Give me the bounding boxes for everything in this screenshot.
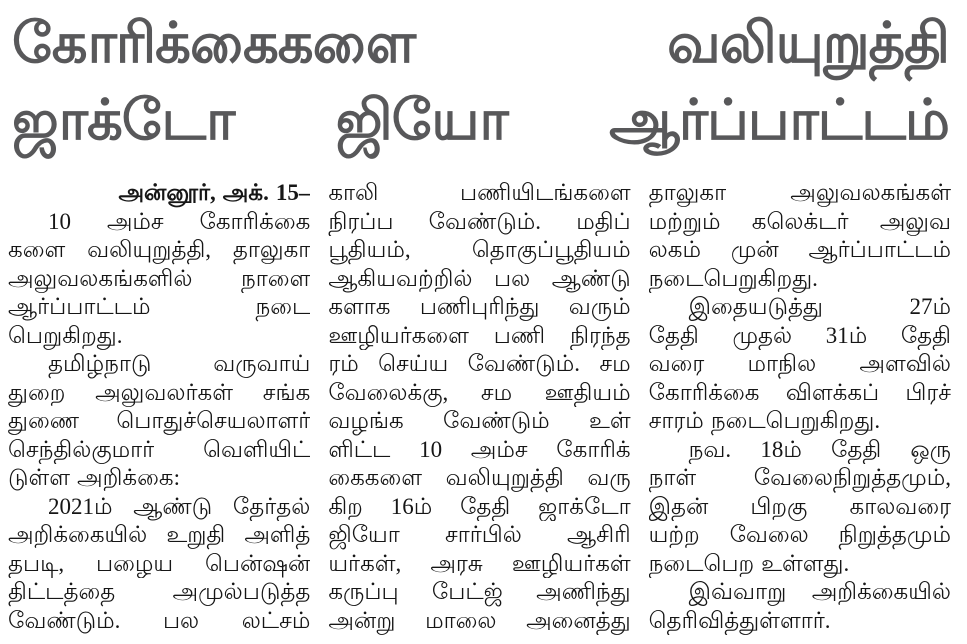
word: லகம் (648, 237, 701, 262)
word: நடை (255, 294, 311, 319)
article-line (649, 436, 951, 465)
article-column-1 (8, 179, 310, 635)
word: வேண்டும். (428, 208, 542, 234)
word: இவ்வாறு (688, 579, 787, 604)
word: இதையடுத்து (688, 294, 823, 319)
article-line (8, 379, 310, 408)
word: ஆண்டு (551, 265, 631, 291)
word: துறை (8, 379, 66, 405)
word: தேதி (460, 493, 511, 519)
article-line (8, 322, 310, 351)
word: செய்ய (378, 351, 449, 376)
article-line (8, 578, 310, 607)
word: களாக (328, 294, 391, 319)
word: காலவரை (849, 493, 951, 519)
word: தாலுகா (648, 180, 727, 205)
word: உள்ளது. (761, 550, 850, 576)
word: பழைய (96, 550, 174, 576)
article-line (328, 236, 630, 265)
word: அளித் (244, 522, 311, 547)
headline-line-2 (12, 81, 949, 158)
word: அமுல்படுத்த (172, 579, 311, 604)
word: வரு (587, 465, 631, 490)
word: ஆர்ப்பாட்டம் (8, 294, 151, 319)
word: சம (599, 351, 631, 376)
word: அளவில் (859, 351, 951, 376)
article-line (328, 493, 630, 522)
headline-word: வலியுறுத்தி (667, 11, 949, 74)
article-line (328, 550, 630, 579)
word: முன் (730, 237, 779, 262)
word: பணி (493, 322, 546, 348)
word: தேதி (648, 322, 699, 348)
article-line (328, 322, 630, 351)
word: உறுதி (166, 522, 226, 547)
word: ஜியோ (328, 522, 400, 547)
word: செந்தில்குமார் (8, 436, 155, 462)
word: பிறகு (750, 493, 808, 519)
word: சங்க (262, 379, 311, 405)
article-line (649, 293, 951, 322)
article-line (8, 550, 310, 579)
word: திட்டத்தை (8, 579, 116, 604)
word: வழங்க (328, 408, 404, 433)
word: நிரப்ப (328, 208, 394, 234)
word: களை (8, 237, 66, 262)
word: மாலை (425, 607, 497, 633)
word: உள் (589, 408, 631, 433)
headline-word: ஜியோ (335, 88, 508, 151)
article-line (328, 407, 630, 436)
article-line (649, 208, 951, 237)
article-line (328, 607, 630, 636)
article-line (649, 322, 951, 351)
word: அலுவலர்கள் (95, 379, 233, 405)
word: மற்றும் (648, 208, 721, 234)
article-line (328, 521, 630, 550)
word: தபடி, (8, 550, 65, 576)
word: பணிபுரிந்து (419, 294, 540, 319)
headline (0, 0, 967, 158)
word: கிற (328, 493, 363, 519)
word: கலெக்டர் (751, 208, 849, 234)
word: ஆசிரி (567, 522, 631, 547)
word: வருவாய் (213, 351, 311, 376)
word: வேலைநிறுத்தமும், (753, 465, 951, 490)
word: 31ம் (825, 322, 868, 348)
word: பேட்ஜ் (431, 579, 503, 604)
article-line (8, 607, 310, 636)
word: லட்சம் (241, 607, 311, 633)
word: சாரம் (648, 408, 704, 433)
word: ளிட்ட (328, 436, 391, 462)
word: அலுவ (879, 208, 951, 234)
article-line (328, 464, 630, 493)
word: மாநில (747, 351, 817, 376)
word: அனைத்து (526, 607, 631, 633)
word: அன்று (328, 607, 396, 633)
headline-line-1 (12, 4, 949, 81)
word: வெளியிட் (203, 436, 311, 462)
word: அலுவலகங்கள் (790, 180, 951, 205)
word: 15– (275, 180, 311, 205)
word: தெரிவித்துள்ளார். (648, 607, 831, 633)
word: அன்னூர், (118, 180, 216, 205)
article-line (8, 493, 310, 522)
dateline (8, 179, 310, 208)
word: அக். (222, 180, 269, 205)
article-line (328, 293, 630, 322)
word: யற்ற (648, 522, 700, 547)
word: அணிந்து (536, 579, 631, 604)
word: ஒரு (910, 436, 951, 462)
word: கோரிக் (556, 436, 631, 462)
word: பொதுச்செயலாளர் (116, 408, 311, 433)
article-line (328, 265, 630, 294)
word: கோரிக்கை (648, 379, 760, 405)
article-line (649, 464, 951, 493)
article-line (649, 407, 951, 436)
word: வேண்டும் (443, 408, 550, 433)
word: ஆர்ப்பாட்டம் (808, 237, 951, 262)
word: வலியுறுத்தி, (87, 237, 212, 262)
word: நடைபெற (648, 550, 755, 576)
word: 10 (48, 208, 71, 234)
word: தேர்தல் (232, 493, 311, 519)
word: காலி (328, 180, 379, 205)
article-line (649, 578, 951, 607)
word: வரும் (568, 294, 631, 319)
word: ஆகியவற்றில் (328, 265, 473, 291)
word: அறிக்கை: (77, 465, 180, 490)
word: இதன் (648, 493, 709, 519)
article-line (8, 293, 310, 322)
word: நிறுத்தமும் (838, 522, 951, 547)
word: தேதி (831, 436, 882, 462)
article-line (328, 436, 630, 465)
word: பென்ஷன் (204, 550, 311, 576)
word: ரம் (328, 351, 359, 376)
word: நாளை (241, 265, 311, 291)
word: 10 (419, 436, 443, 462)
word: நடைபெறுகிறது. (648, 265, 818, 291)
headline-word: கோரிக்கைகளை (12, 11, 416, 74)
word: ஜாக்டோ (538, 493, 631, 519)
word: பல (494, 265, 531, 291)
word: நாள் (648, 465, 697, 490)
word: நவ. (688, 436, 732, 462)
article-line (328, 179, 630, 208)
word: கோரிக்கை (199, 208, 311, 234)
word: தொகுப்பூதியம் (471, 237, 631, 262)
word: ஆண்டு (133, 493, 213, 519)
article-body (0, 179, 967, 635)
word: அறிக்கையில் (811, 579, 951, 604)
word: பல (162, 607, 200, 633)
headline-word: ஆர்ப்பாட்டம் (609, 88, 949, 151)
article-line (8, 208, 310, 237)
article-line (8, 265, 310, 294)
word: தமிழ்நாடு (48, 351, 152, 376)
word: வேலை (729, 522, 809, 547)
word: அம்ச (106, 208, 164, 234)
article-line (8, 350, 310, 379)
word: 18ம் (760, 436, 802, 462)
word: அரசு (430, 550, 483, 576)
word: ஊழியர்கள் (511, 550, 631, 576)
word: வேலைக்கு, (328, 379, 449, 405)
article-line (328, 578, 630, 607)
article-line (328, 379, 630, 408)
word: துணை (8, 408, 79, 433)
word: முதல் (732, 322, 793, 348)
article-column-3 (649, 179, 951, 635)
article-line (8, 436, 310, 465)
word: 2021ம் (48, 493, 113, 519)
article-column-2 (328, 179, 630, 635)
word: யர்கள், (328, 550, 402, 576)
word: வலியுறுத்தி (445, 465, 564, 490)
article-line (649, 493, 951, 522)
article-line (649, 350, 951, 379)
article-line (328, 350, 630, 379)
article-line (649, 550, 951, 579)
word: சார்பில் (444, 522, 522, 547)
word: 16ம் (390, 493, 433, 519)
article-line (649, 607, 951, 636)
word: வேண்டும். (8, 607, 121, 633)
word: பூதியம், (328, 237, 411, 262)
article-line (649, 379, 951, 408)
article-line (8, 464, 310, 493)
article-line (649, 265, 951, 294)
word: டுள்ள (8, 465, 71, 490)
word: ஊதியம் (544, 379, 631, 405)
word: வரை (648, 351, 705, 376)
word: கைகளை (328, 465, 423, 490)
word: அலுவலகங்களில் (8, 265, 193, 291)
word: பணியிடங்களை (460, 180, 631, 205)
article-line (328, 208, 630, 237)
article-line (649, 521, 951, 550)
word: கருப்பு (328, 579, 399, 604)
word: அறிக்கையில் (8, 522, 148, 547)
article-line (8, 236, 310, 265)
article-line (649, 236, 951, 265)
article-line (8, 521, 310, 550)
word: விளக்கப் (785, 379, 880, 405)
word: தேதி (900, 322, 951, 348)
article-line (8, 407, 310, 436)
word: நடைபெறுகிறது. (710, 408, 881, 433)
word: வேண்டும். (467, 351, 580, 376)
word: மதிப் (576, 208, 631, 234)
article-line (649, 179, 951, 208)
word: அம்ச (470, 436, 528, 462)
headline-word: ஜாக்டோ (12, 88, 235, 151)
word: பிரச் (905, 379, 951, 405)
word: நிரந்த (569, 322, 631, 348)
word: தாலுகா (232, 237, 311, 262)
word: 27ம் (909, 294, 951, 319)
word: சம (480, 379, 513, 405)
word: பெறுகிறது. (8, 322, 123, 348)
word: ஊழியர்களை (328, 322, 469, 348)
